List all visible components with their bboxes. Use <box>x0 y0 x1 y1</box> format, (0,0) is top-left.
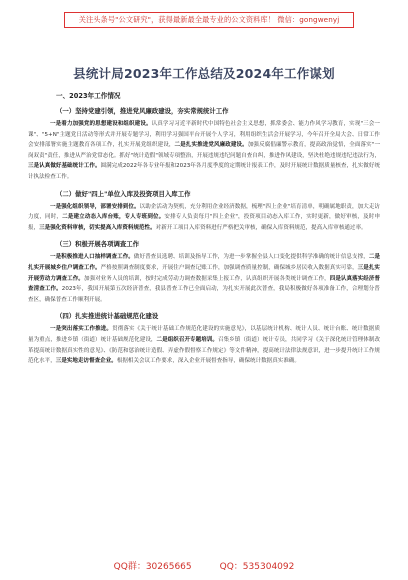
footer-qq-group: QQ群：30265665 <box>113 562 192 572</box>
footer-qq: QQ：535304092 <box>219 562 295 572</box>
subsection-heading: （二）做好"四上"单位入库及投资项目入库工作 <box>56 189 191 198</box>
paragraph: 一是强化组织领导，部署安排到位。以助企活动为契机，充分利用企业经济数据，梳理"四上企业"培育清单，明确属地职责，加大走访力度，同时，二是建立动态入库台账，专人专班到位。安排专人负责每月"四上企业"，投资项目动态入库工作，实时更新，做好审核，及时申报，三是强化资料审核，切实提高入库资料规范性。对新开工项目入库资料进行严格把关审核，确保入库资料规范，提高入库审核通过率。 <box>28 203 380 231</box>
subsection-heading: （一）坚持党建引领，推进党风廉政建设，夯实常规统计工作 <box>56 107 229 115</box>
paragraph: 一是着力加强党的思想建设和组织建设。认真学习习近平新时代中国特色社会主义思想，抓常委会、能力作风学习教育，实现"三会一课"、"5+N"主题党日活动等形式并开展专题学习，利用学习强国平台开展个人学习，利用组织生活会开展学习，今年召开全局大会、日常工作会安排部署实施主题教育各项工作，扎实开展党组织建设，二是扎实推进党风廉政建设。加强反腐倡廉警示教育，提高政治觉悟，全面落实"一岗双责"责任，推进从严治党常态化。抓好"统计造假"领域专项整治，开展违规违纪问题自查自纠，推进作风建设，坚决杜绝违规违纪违法行为，三是认真做好基础统计工作。圆满完成2022年各专业年报和2023年各月度季度的定期统计报表工作，及时开展统计数据质量核查，扎实做好统计执法检查工作。 <box>28 121 380 180</box>
footer-contact <box>0 559 408 572</box>
subsection-heading: （三）积极开展各项调查工作 <box>56 240 140 249</box>
section-heading: 一、2023年工作情况 <box>56 92 121 100</box>
paragraph: 一是突出落实工作推进。贯彻落实《关于统计基础工作规范化建设的实施意见》，以基层统计机构、统计人员、统计台账、统计数据质量为重点，推进乡镇（街道）统计基础规范化建设，二是组织召开专题培训。召集乡镇（街道）统计专员，共同学习《关于深化统计管理体制改革提高统计数据真实性的意见》、《防范和惩治统计造假、弄虚作假督察工作规定》等文件精神，提高统计法律法规意识，进一步提升统计工作规范化水平，三是实地走访督查企业。根据相关会议工作要求，深入企业开展督查指导，确保统计数据真实准确。 <box>28 326 380 365</box>
paragraph: 一是积极推进人口抽样调查工作。做好普查员选聘、培训及指导工作，为进一步掌握全县人口变化提供科学准确的统计信息支撑，二是扎实开展城乡住户调查工作。严格按照调查制度要求，开展住户调查记账工作，加强调查质量控制，确保城乡居民收入数据真实可靠，三是扎实开展劳动力调查工作。加强对业务人员的培训，按时完成劳动力调查数据采集上报工作，认真组织开展各类统计调查工作，四是认真落实经济普查清查工作。2023年，我国开展第五次经济普查，我县普查工作已全面启动，为扎实开展此次普查，我局积极做好各项准备工作，合理划分普查区，确保普查工作顺利开展。 <box>28 254 381 303</box>
document-title: 县统计局2023年工作总结及2024年工作谋划 <box>73 66 335 81</box>
top-banner: 关注头条号"公文研究"，获得最新最全最专业的公文资料库！ 微信：gongwenyj <box>64 12 354 28</box>
document-body <box>28 90 380 367</box>
subsection-heading: （四）扎实推进统计基础规范化建设 <box>56 312 159 321</box>
